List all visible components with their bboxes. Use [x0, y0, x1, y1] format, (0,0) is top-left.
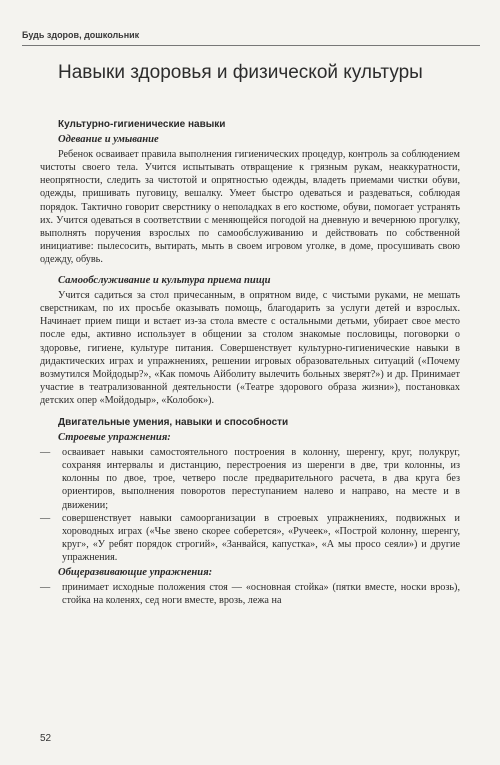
dash-marker: —	[40, 512, 51, 524]
section-heading-hygiene: Культурно-гигиенические навыки	[58, 119, 226, 130]
list-item	[40, 446, 460, 511]
section-heading-motor-skills: Двигательные умения, навыки и способности	[58, 416, 289, 428]
header-rule	[22, 45, 480, 46]
chapter-title: Навыки здоровья и физической культуры	[58, 62, 423, 83]
subsection-heading-general-exercises: Общеразвивающие упражнения:	[58, 567, 213, 578]
list-item	[40, 581, 460, 607]
paragraph-dressing: Ребенок осваивает правила выполнения гигиенических процедур, контроль за соблюдением чистоты своего тела. Учится испытывать отвращение к грязным рукам, неаккуратности, неопрятности, следить за чистотой и опрятностью одежды, владеть приемами чистки обуви, одежды, пришивать пуговицу, вешалку. Умеет быстро одеваться и раздеваться, соблюдая порядок. Тактично говорит сверстнику о неполадках в его костюме, обуви, помогает устранять их. Учится одеваться в соответствии с меняющейся погодой на дневную и вечернюю прогулку, выполнять поручения взрослых по самообслуживанию и действовать по собственной инициативе: пылесосить, вытирать, мыть в своем игровом уголке, в доме, просушивать свою одежду, обувь.	[40, 149, 460, 265]
list-item-text: принимает исходные положения стоя — «основная стойка» (пятки вместе, носки врозь), стойка на коленях, сед ноги вместе, врозь, лежа на	[62, 582, 460, 607]
paragraph-self-care: Учится садиться за стол причесанным, в опрятном виде, с чистыми руками, не мешать сверстникам, по их просьбе оказывать помощь, благодарить за услуги детей и взрослых. Начинает прием пищи и встает из-за стола вместе с остальными детьми, убирает свое место после еды, активно использует в общении за столом знакомые пословицы, поговорки о здоровье, гигиене, культуре питания. Совершенствует культурно-гигиенические навыки в дидактических играх и упражнениях, решении игровых образовательных ситуаций («Почему возмутился Мойдодыр?», «Как помочь Айболиту вылечить больных зверят?») и др. Принимает участие в театрализованной деятельности («Театре здорового образа жизни»), постановках детских опер «Мойдодыр», «Колобок»).	[40, 290, 460, 406]
list-item-text: осваивает навыки самостоятельного построения в колонну, шеренгу, круг, полукруг, сохраняя интервалы и дистанцию, перестроения из шеренги в две, три колонны, из колонны по двое, трое, четверо после предварительного расчета, в два круга без ориентиров, выполнения поворотов переступанием налево и направо, на месте и в движении;	[62, 447, 460, 511]
page-content	[40, 118, 460, 607]
list-item	[40, 512, 460, 564]
subsection-heading-dressing: Одевание и умывание	[58, 134, 159, 146]
page-number: 52	[40, 733, 52, 744]
subsection-heading-self-care: Самообслуживание и культура приема пищи	[58, 275, 271, 287]
drill-exercises-list	[40, 446, 460, 564]
dash-marker: —	[40, 582, 51, 594]
running-head: Будь здоров, дошкольник	[22, 30, 140, 40]
list-item-text: совершенствует навыки самоорганизации в строевых упражнениях, подвижных и хороводных играх («Чье звено скорее соберется», «Ручеек», «Построй колонну, шеренгу, круг», «У ребят порядок строгий», «Занвайся, капустка», «А мы просо сеяли») и другие упражнения.	[62, 512, 460, 563]
subsection-heading-drill-exercises: Строевые упражнения:	[58, 432, 171, 444]
dash-marker: —	[40, 447, 51, 459]
general-exercises-list	[40, 581, 460, 607]
